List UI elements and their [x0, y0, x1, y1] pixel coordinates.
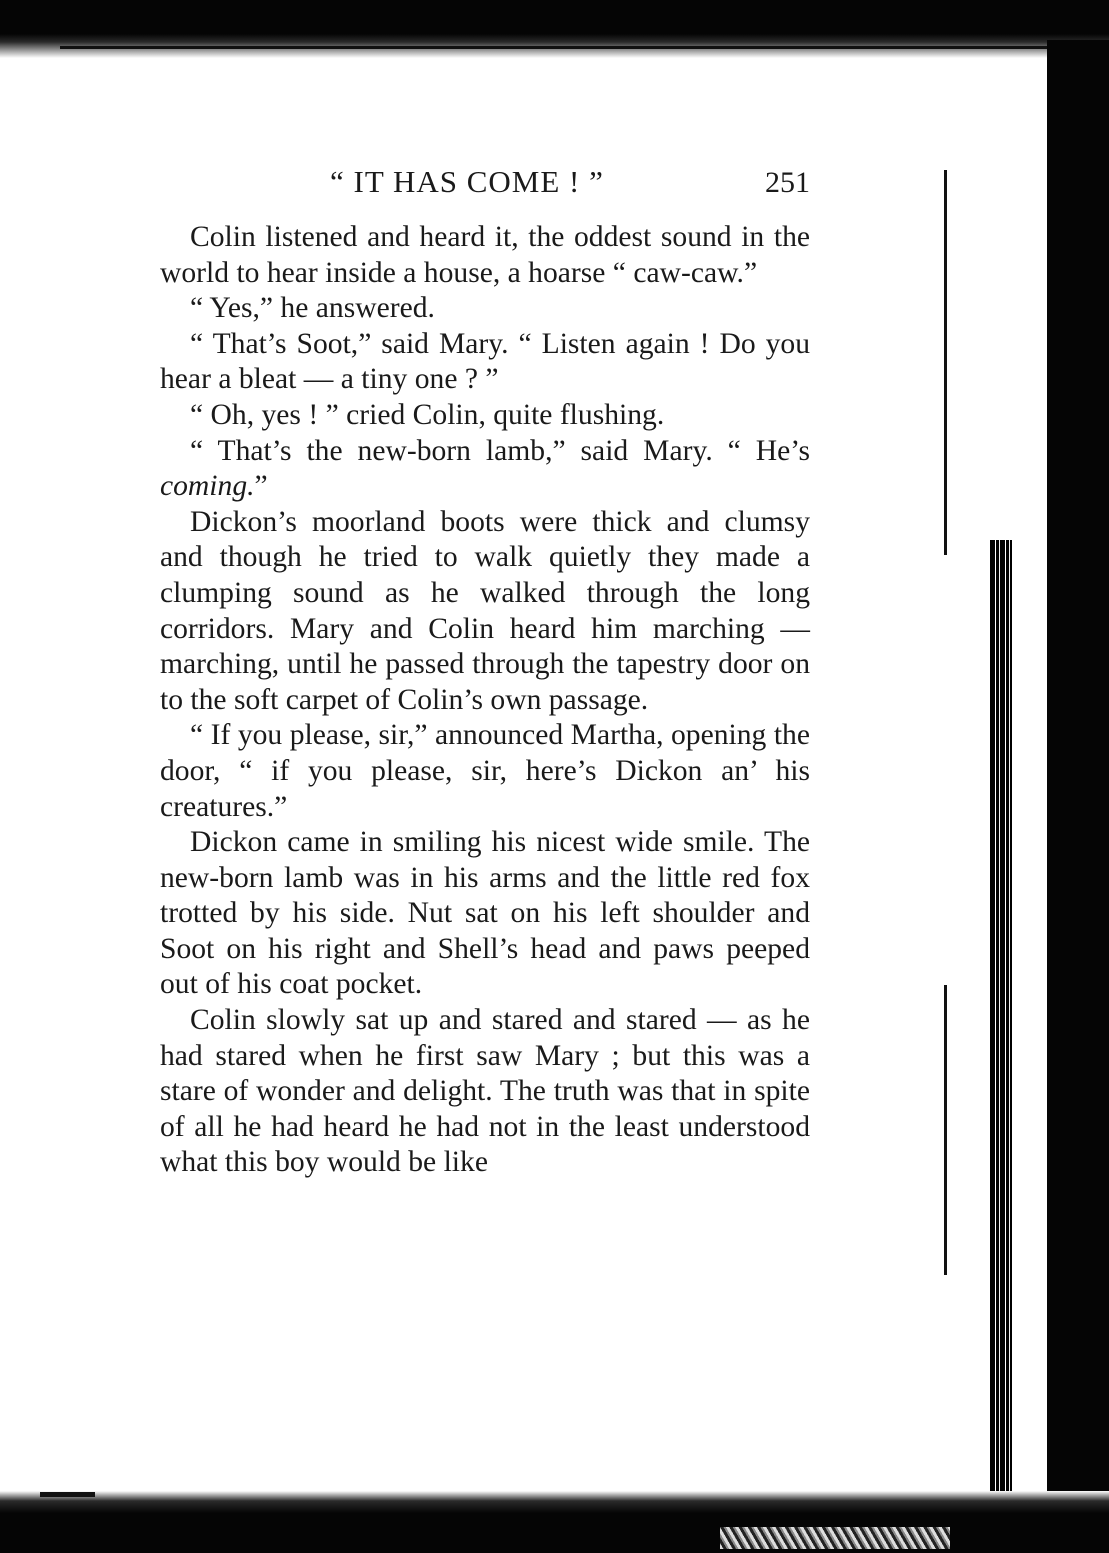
scan-top-rule [60, 46, 1060, 49]
paragraph-5 [160, 434, 810, 505]
paragraph-1: Colin listened and heard it, the oddest sound in the world to hear inside a house, a hoarse “ caw-caw.” [160, 221, 810, 289]
page-number: 251 [765, 166, 810, 199]
paragraph-8: Dickon came in smiling his nicest wide smile. The new-born lamb was in his arms and the little red fox trotted by his side. Nut sat on his left shoulder and Soot on his right and Shell’s head and paws peeped out of his coat pocket. [160, 826, 810, 1001]
paragraph-5-close-quote: ” [254, 470, 268, 503]
chapter-running-title: “ IT HAS COME ! ” [330, 164, 604, 199]
paragraph-2: “ Yes,” he answered. [190, 292, 435, 325]
paragraph-4: “ Oh, yes ! ” cried Colin, quite flushing. [190, 398, 665, 431]
scan-gutter-line [944, 170, 947, 555]
scan-right-edge [1047, 40, 1109, 1553]
paragraph-5-text: “ That’s the new-born lamb,” said Mary. “ He’s [190, 434, 810, 467]
scan-bottom-smudge [40, 1492, 95, 1497]
scan-gutter-line-lower [944, 985, 947, 1275]
paragraph-3: “ That’s Soot,” said Mary. “ Listen again ! Do you hear a bleat — a tiny one ? ” [160, 327, 810, 396]
scan-bottom-speckle [720, 1527, 950, 1549]
body-text [160, 220, 810, 1181]
scan-top-edge [0, 0, 1109, 58]
running-head [160, 160, 810, 206]
paragraph-7: “ If you please, sir,” announced Martha, opening the door, “ if you please, sir, here’s Dickon an’ his creatures.” [160, 719, 810, 823]
book-page [160, 160, 810, 1181]
paragraph-9: Colin slowly sat up and stared and stared — as he had stared when he first saw Mary ; but this was a stare of wonder and delight. The truth was that in spite of all he had heard he had not in the least understood what this boy would be like [160, 1004, 810, 1179]
paragraph-5-italic: coming. [160, 470, 255, 503]
paragraph-6: Dickon’s moorland boots were thick and clumsy and though he tried to walk quietly they made a clumping sound as he walked through the long corridors. Mary and Colin heard him marching — marching, until he passed through the tapestry door on to the soft carpet of Colin’s own passage. [160, 505, 810, 716]
page-edges-stripes [990, 540, 1012, 1500]
